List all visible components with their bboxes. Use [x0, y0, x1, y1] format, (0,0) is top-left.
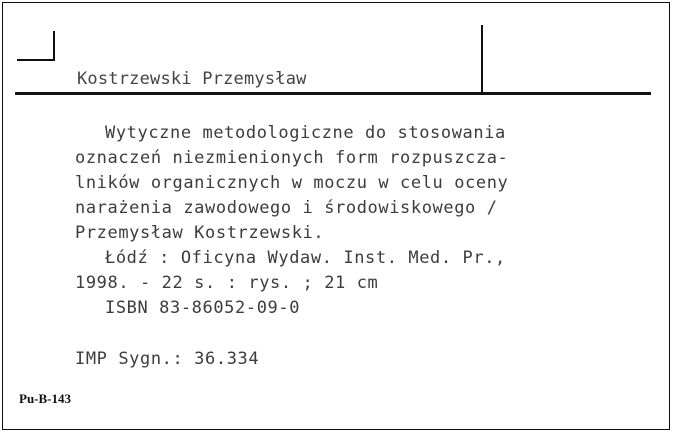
catalog-card [2, 2, 670, 430]
title-line-5: Przemysław Kostrzewski. [75, 223, 325, 243]
corner-mark-horizontal [17, 59, 55, 61]
signature-line: IMP Sygn.: 36.334 [75, 349, 260, 369]
title-line-2: oznaczeń niezmienionych form rozpuszcza- [75, 148, 509, 168]
column-divider [481, 25, 483, 93]
library-stamp: Pu-B-143 [19, 391, 71, 406]
title-line-4: narażenia zawodowego i środowiskowego / [75, 198, 498, 218]
title-line-3: lników organicznych w moczu w celu oceny [75, 173, 509, 193]
title-line-1: Wytyczne metodologiczne do stosowania [105, 123, 506, 143]
corner-mark-vertical [53, 31, 55, 61]
imprint-line-2: 1998. - 22 s. : rys. ; 21 cm [75, 273, 379, 293]
isbn-line: ISBN 83-86052-09-0 [105, 298, 301, 318]
author-heading: Kostrzewski Przemysław [77, 69, 307, 89]
heading-rule [15, 92, 651, 95]
imprint-line-1: Łódź : Oficyna Wydaw. Inst. Med. Pr., [105, 248, 506, 268]
